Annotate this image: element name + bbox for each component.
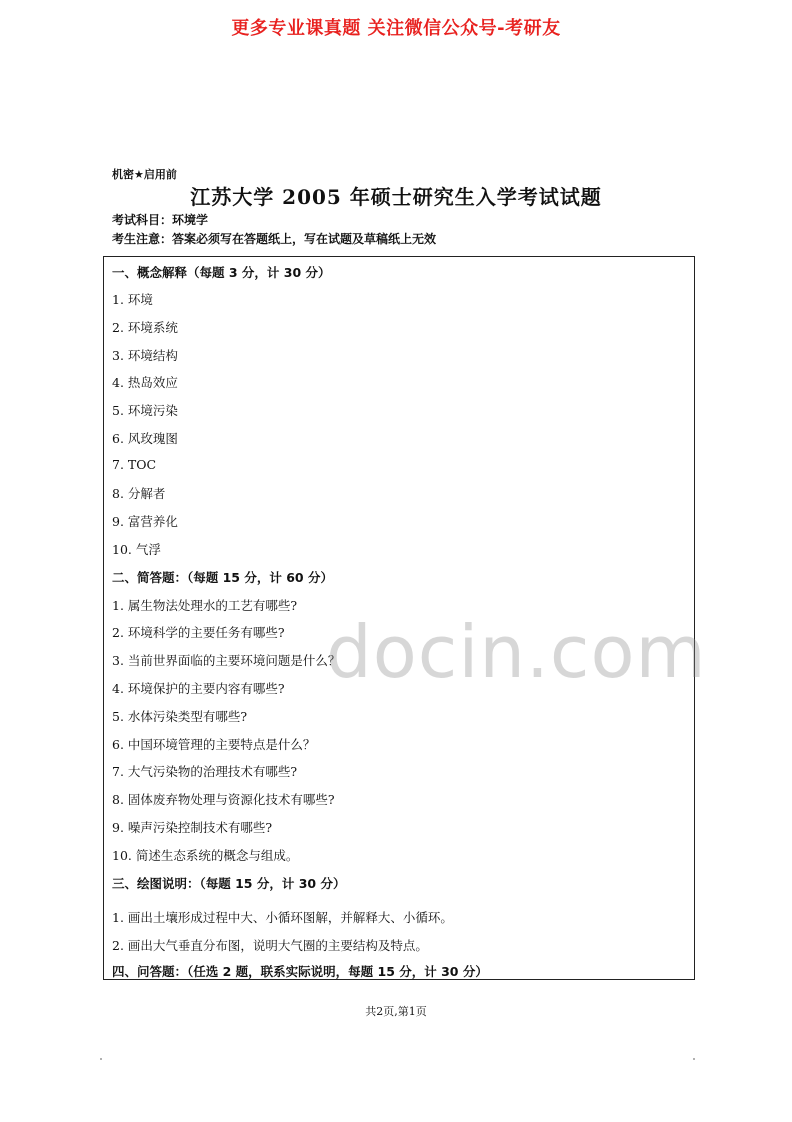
question-item: 4. 环境保护的主要内容有哪些? [112, 681, 285, 696]
question-item: 1. 属生物法处理水的工艺有哪些? [112, 598, 298, 613]
question-item: 1. 画出土壤形成过程中大、小循环图解，并解释大、小循环。 [112, 910, 453, 925]
question-item: 10. 简述生态系统的概念与组成。 [112, 848, 299, 863]
question-item: 5. 环境污染 [112, 403, 178, 418]
corner-mark [693, 1058, 695, 1060]
question-item: 6. 风玫瑰图 [112, 431, 178, 446]
corner-mark [100, 1058, 102, 1060]
promo-banner: 更多专业课真题 关注微信公众号-考研友 [231, 18, 561, 39]
question-item: 2. 画出大气垂直分布图，说明大气圈的主要结构及特点。 [112, 938, 428, 953]
question-item: 7. 大气污染物的治理技术有哪些? [112, 764, 298, 779]
exam-subject: 考试科目：环境学 [112, 213, 209, 227]
exam-notice: 考生注意：答案必须写在答题纸上，写在试题及草稿纸上无效 [112, 232, 437, 246]
question-item: 10. 气浮 [112, 542, 161, 557]
question-item: 2. 环境系统 [112, 320, 178, 335]
question-item: 5. 水体污染类型有哪些? [112, 709, 248, 724]
question-item: 7. TOC [112, 457, 157, 472]
question-item: 8. 分解者 [112, 486, 166, 501]
question-item: 9. 富营养化 [112, 514, 178, 529]
question-item: 2. 环境科学的主要任务有哪些? [112, 625, 285, 640]
question-item: 1. 环境 [112, 292, 153, 307]
page-footer: 共2页,第1页 [365, 1005, 427, 1018]
question-item: 6. 中国环境管理的主要特点是什么？ [112, 737, 316, 752]
question-item: 9. 噪声污染控制技术有哪些? [112, 820, 273, 835]
question-item: 3. 环境结构 [112, 348, 178, 363]
question-item: 8. 固体废弃物处理与资源化技术有哪些? [112, 792, 335, 807]
exam-title: 江苏大学 2005 年硕士研究生入学考试试题 [190, 185, 602, 209]
secret-label: 机密★启用前 [112, 168, 177, 181]
section-heading-3: 三、绘图说明：（每题 15 分，计 30 分） [112, 876, 346, 891]
section-heading-2: 二、简答题：（每题 15 分，计 60 分） [112, 570, 333, 585]
question-item: 3. 当前世界面临的主要环境问题是什么？ [112, 653, 341, 668]
section-heading-4: 四、问答题：（任选 2 题，联系实际说明，每题 15 分，计 30 分） [112, 964, 488, 979]
watermark: docin.com [326, 610, 707, 694]
question-item: 4. 热岛效应 [112, 375, 178, 390]
section-heading-1: 一、概念解释（每题 3 分，计 30 分） [112, 265, 331, 280]
